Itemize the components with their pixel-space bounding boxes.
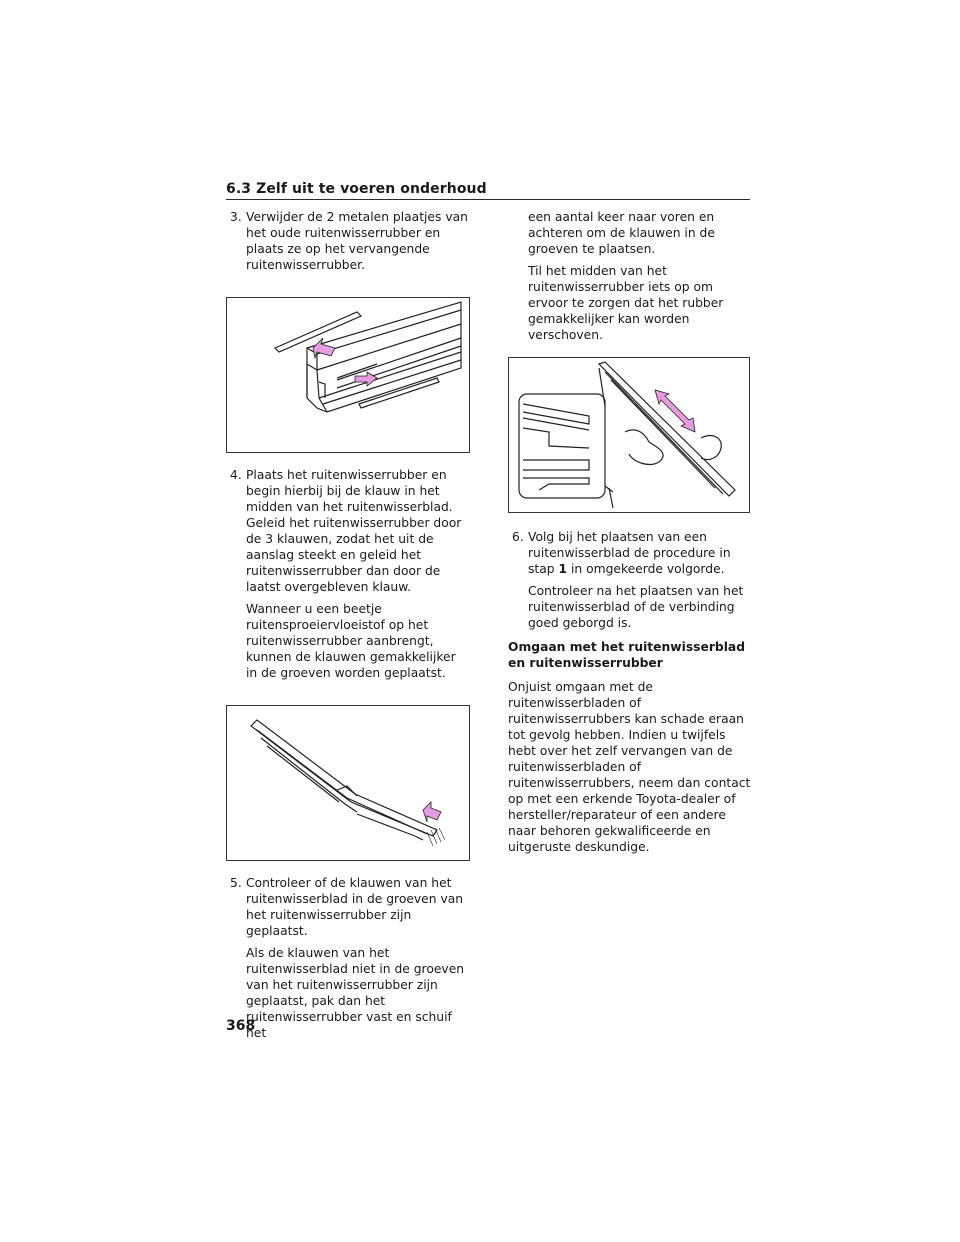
figure-slide-rubber <box>508 357 750 513</box>
step-text: Plaats het ruitenwisserrubber en begin hierbij bij de klauw in het midden van het ruitenwisserblad. Geleid het ruitenwisserrubber door de 3 klauwen, zodat het uit de aanslag steekt en geleid het ruitenwisserrubber dan door de laatst overgebleven klauw. <box>246 468 462 594</box>
step-number: 4. <box>230 468 242 482</box>
wiper-rubber-slide-illustration <box>509 358 749 512</box>
step-4-note: Wanneer u een beetje ruitensproeiervloeistof op het ruitenwisserrubber aanbrengt, kunnen de klauwen gemakkelijker in de groeven worden geplaatst. <box>246 602 456 680</box>
right-column <box>508 209 752 855</box>
left-column <box>226 209 470 1041</box>
step-number: 6. <box>512 530 524 544</box>
section-body: Onjuist omgaan met de ruitenwisserbladen of ruitenwisserrubbers kan schade eraan tot gevolg hebben. Indien u twijfels hebt over het zelf vervangen van de ruitenwisserbladen of ruitenwisserrubbers, neem dan contact op met een erkende Toyota-dealer of hersteller/reparateur of een andere naar behoren gekwalificeerde en uitgeruste deskundige. <box>508 680 751 854</box>
step-6 <box>508 529 752 577</box>
step-5-continued: een aantal keer naar voren en achteren om de klauwen in de groeven te plaatsen. <box>528 210 715 256</box>
section-header <box>226 178 750 200</box>
step-number: 3. <box>230 210 242 224</box>
wiper-rubber-plates-illustration <box>227 298 469 452</box>
step-5-note: Als de klauwen van het ruitenwisserblad niet in de groeven van het ruitenwisserrubber zijn geplaatst, pak dan het ruitenwisserrubber vast en schuif het <box>246 946 465 1040</box>
step-number: 5. <box>230 876 242 890</box>
step-4 <box>226 467 470 595</box>
step-text-after: in omgekeerde volgorde. <box>567 562 725 576</box>
section-subheading: Omgaan met het ruitenwisserblad en ruitenwisserrubber <box>508 640 746 670</box>
step-6-note: Controleer na het plaatsen van het ruitenwisserblad of de verbinding goed geborgd is. <box>528 584 744 630</box>
section-title: 6.3 Zelf uit te voeren onderhoud <box>226 181 487 197</box>
page-number: 368 <box>226 1018 256 1034</box>
step-5-note-2: Til het midden van het ruitenwisserrubber iets op om ervoor te zorgen dat het rubber gemakkelijker kan worden verschoven. <box>528 264 724 342</box>
step-5 <box>226 875 470 939</box>
step-3 <box>226 209 470 273</box>
step-reference: 1 <box>558 562 568 576</box>
step-text: Controleer of de klauwen van het ruitenwisserblad in de groeven van het ruitenwisserrubber zijn geplaatst. <box>246 876 464 938</box>
step-text-before: Volg bij het plaatsen van een ruitenwisserblad de procedure in stap <box>528 530 731 576</box>
step-text: Verwijder de 2 metalen plaatjes van het oude ruitenwisserrubber en plaats ze op het vervangende ruitenwisserrubber. <box>246 210 468 272</box>
wiper-blade-insert-illustration <box>227 706 469 860</box>
figure-metal-plates <box>226 297 470 453</box>
figure-insert-rubber <box>226 705 470 861</box>
